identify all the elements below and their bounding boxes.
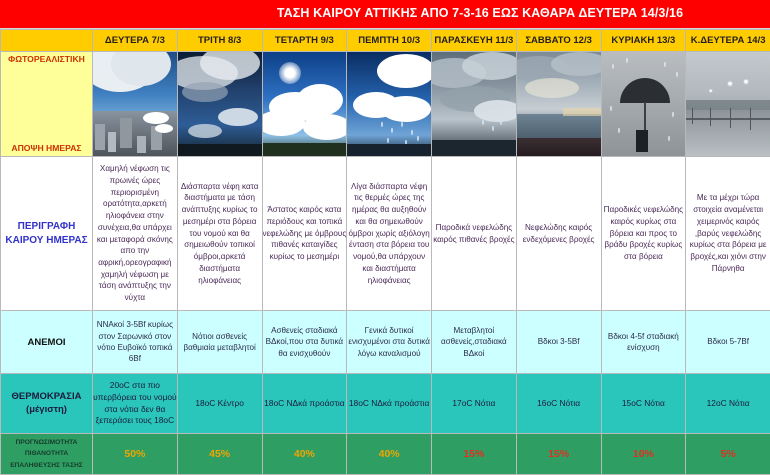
winds-cell-7: Βδκοι 5-7Βf [686,311,770,374]
probability-cell-3: 40% [347,434,432,475]
description-cell-3: Λίγα διάσπαρτα νέφη τις θερμές ώρες της ημέρας θα αυξηθούν και θα σημειωθούν όμβροι χωρίς αξιόλογη ένταση στα βόρεια του νομού,θα υπάρχουν και διαστήματα ηλιοφάνειας [347,157,432,311]
day-header-5[interactable]: ΣΑΒΒΑΤΟ 12/3 [516,30,601,52]
day-header-6[interactable]: ΚΥΡΙΑΚΗ 13/3 [601,30,686,52]
temperature-row [1,374,770,434]
day-header-1[interactable]: ΤΡΙΤΗ 8/3 [177,30,262,52]
probability-cell-2: 40% [262,434,347,475]
header-corner-cell [1,30,93,52]
description-cell-0: Χαμηλή νέφωση τις πρωινές ώρες περιορισμένη ορατότητα,αρκετή ηλιοφάνεια στην συνέχεια,θα υπάρχει και μεταφορά σκόνης απο την αφρική,ορεογραφική χαμηλή νέφωση με τάση ανάπτυξης την νύχτα [93,157,178,311]
photo-cell-0[interactable] [93,52,178,157]
winds-cell-4: Μεταβλητοί ασθενείς,σταδιακά ΒΔκοί [432,311,517,374]
description-cell-1: Διάσπαρτα νέφη κατα διαστήματα με τάση ανάπτυξης κυρίως το μεσημέρι στα βόρεια του νομού και θα σημειωθούν τοπικοί όμβροι,αρκετά διαστήματα ηλιοφάνειας [177,157,262,311]
temperature-cell-5: 16οC Νότια [516,374,601,434]
photo-cell-2[interactable] [262,52,347,157]
day-header-row [1,30,770,52]
temperature-cell-4: 17οC Νότια [432,374,517,434]
photo-cell-4[interactable] [432,52,517,157]
snow-road-icon: ✷ ✷ ✷ [686,52,770,156]
day-header-0[interactable]: ΔΕΥΤΕΡΑ 7/3 [93,30,178,52]
photo-row [1,52,770,157]
probability-label-line1: ΠΡΟΓΝΩΣΙΜΟΤΗΤΑ [1,437,92,449]
winds-cell-3: Γενικά δυτικοί ενισχυμένοι στα δυτικά λόγω καναλισμού [347,311,432,374]
winds-cell-5: Βδκοι 3-5Βf [516,311,601,374]
winds-cell-2: Ασθενείς σταδιακά ΒΔκοί,που στα δυτικά θα ενισχυθούν [262,311,347,374]
cumulus-sun-icon [263,52,347,156]
coastal-clouds-icon [517,52,601,156]
probability-cell-1: 45% [177,434,262,475]
probability-label-line2: ΠΙΘΑΝΟΤΗΤΑ [1,448,92,460]
temperature-cell-2: 18οC ΝΔκά προάστια [262,374,347,434]
dark-storm-icon [432,52,516,156]
probability-row-label [1,434,93,475]
forecast-table [0,29,770,475]
page-title: ΤΑΣΗ ΚΑΙΡΟΥ ΑΤΤΙΚΗΣ ΑΠΟ 7-3-16 ΕΩΣ ΚΑΘΑΡΑ ΔΕΥΤΕΡΑ 14/3/16 [200,6,760,20]
photo-cell-5[interactable] [516,52,601,157]
title-banner [0,0,770,29]
description-row-label: ΠΕΡΙΓΡΑΦΗ ΚΑΙΡΟΥ ΗΜΕΡΑΣ [1,157,93,311]
photo-cell-7[interactable] [686,52,770,157]
rain-shower-icon [347,52,431,156]
winds-cell-6: Βδκοι 4-5f σταδιακή ενίσχυση [601,311,686,374]
description-row [1,157,770,311]
description-cell-5: Νεφελώδης καιρός ενδεχόμενες βροχές [516,157,601,311]
probability-cell-0: 50% [93,434,178,475]
day-header-4[interactable]: ΠΑΡΑΣΚΕΥΗ 11/3 [432,30,517,52]
temperature-cell-7: 12οC Νότια [686,374,770,434]
probability-row [1,434,770,475]
scattered-clouds-icon [178,52,262,156]
forecast-grid [0,29,770,470]
day-header-7[interactable]: Κ.ΔΕΥΤΕΡΑ 14/3 [686,30,770,52]
temperature-cell-1: 18οC Κέντρο [177,374,262,434]
day-header-2[interactable]: ΤΕΤΑΡΤΗ 9/3 [262,30,347,52]
city-haze-icon [93,52,177,156]
temperature-cell-6: 15οC Νότια [601,374,686,434]
probability-label-line3: ΕΠΑΛΗΘΕΥΣΗΣ ΤΑΣΗΣ [1,460,92,472]
probability-cell-4: 15% [432,434,517,475]
photo-cell-1[interactable] [177,52,262,157]
temperature-row-label: ΘΕΡΜΟΚΡΑΣΙΑ (μέγιστη) [1,374,93,434]
probability-cell-6: 10% [601,434,686,475]
probability-cell-7: 5% [686,434,770,475]
umbrella-rain-icon [602,52,686,156]
winds-cell-1: Νότιοι ασθενείς βαθμιαία μεταβλητοί [177,311,262,374]
photo-label-bottom: ΑΠΟΨΗ ΗΜΕΡΑΣ [1,143,92,153]
description-cell-7: Με τα μέχρι τώρα στοιχεία αναμένεται χειμερινός καιρός ,βαρύς νεφελώδης κυρίως στα βόρεια με βροχές,και χιόνι στην Πάρνηθα [686,157,770,311]
photo-label-top: ΦΩΤΟΡΕΑΛΙΣΤΙΚΗ [1,54,92,64]
description-cell-6: Παροδικές νεφελώδης καιρός κυρίως στα βόρεια και προς το βράδυ βροχές κυρίως στα βόρεια [601,157,686,311]
day-header-3[interactable]: ΠΕΜΠΤΗ 10/3 [347,30,432,52]
photo-cell-3[interactable] [347,52,432,157]
winds-cell-0: ΝΝΑκοί 3-5Βf κυρίως στον Σαρωνικό στον νότιο Ευβοϊκό τοπικά 6Βf [93,311,178,374]
description-cell-4: Παροδικά νεφελώδης καιρός πιθανές βροχές [432,157,517,311]
winds-row-label: ΑΝΕΜΟΙ [1,311,93,374]
winds-row [1,311,770,374]
temperature-cell-0: 20οC στα πιο υπερβόρεια του νομού στα νότια δεν θα ξεπεράσει τους 18οC [93,374,178,434]
probability-cell-5: 15% [516,434,601,475]
temperature-cell-3: 18οC ΝΔκά προάστια [347,374,432,434]
description-cell-2: Άστατος καιρός κατα περιόδους και τοπικά νεφελώδης με όμβρους πιθανές καταιγίδες κυρίως το μεσημέρι [262,157,347,311]
photo-row-label [1,52,93,157]
photo-cell-6[interactable] [601,52,686,157]
